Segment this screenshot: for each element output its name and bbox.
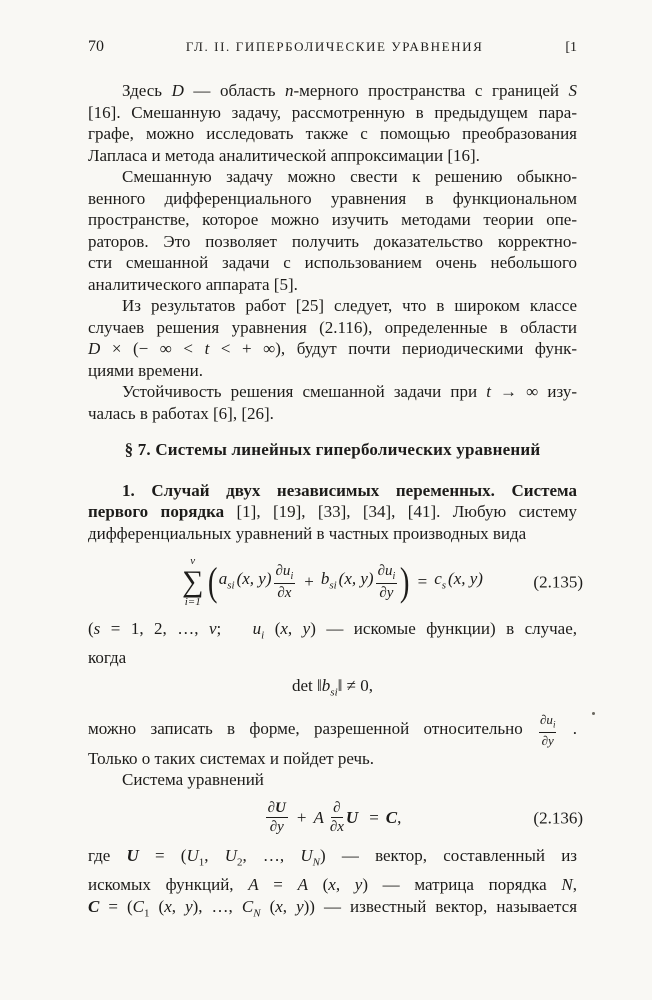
var-U: U bbox=[275, 799, 286, 816]
text-segment: n bbox=[285, 81, 294, 100]
fraction-d-dx bbox=[330, 800, 344, 837]
text-segment: Устойчивость решения смешанной задачи при bbox=[122, 382, 487, 401]
equation-det-condition bbox=[88, 675, 577, 704]
text-segment: ν bbox=[208, 619, 217, 638]
text-segment: циями времени. bbox=[88, 360, 203, 380]
running-chapter-title: ГЛ. II. ГИПЕРБОЛИЧЕСКИЕ УРАВНЕНИЯ bbox=[185, 39, 484, 54]
term-a bbox=[219, 568, 272, 597]
text-segment: 2 bbox=[236, 856, 243, 869]
text-segment: s bbox=[93, 619, 101, 638]
page-number: 70 bbox=[88, 38, 104, 55]
var-c: c bbox=[434, 568, 442, 588]
text-segment: y bbox=[354, 875, 363, 895]
text-segment: → ∞ изу- bbox=[490, 382, 577, 401]
text-segment: [16]. Смешанную задачу, рассмотренную в предыдущем пара- bbox=[88, 102, 577, 122]
header-edge-mark: [1 bbox=[565, 40, 577, 55]
text-segment: Здесь bbox=[122, 81, 172, 100]
var-b: b bbox=[321, 676, 331, 696]
text-segment: ∂y bbox=[541, 732, 554, 748]
text-line bbox=[88, 381, 577, 403]
paragraph bbox=[88, 618, 577, 668]
text-line bbox=[88, 501, 577, 523]
text-line bbox=[88, 295, 577, 317]
equation-2135-body bbox=[182, 556, 483, 608]
text-segment: i bbox=[552, 719, 556, 730]
paragraph bbox=[88, 713, 577, 769]
text-segment: C bbox=[88, 896, 100, 916]
fraction-denominator: ∂y bbox=[269, 819, 284, 836]
term-c bbox=[434, 568, 483, 597]
text-segment: ( bbox=[260, 896, 276, 916]
sub-si: si bbox=[330, 686, 338, 699]
equation-2136-body bbox=[264, 800, 402, 837]
text-line bbox=[88, 231, 577, 253]
text-line bbox=[88, 145, 577, 167]
text-segment: U bbox=[126, 846, 139, 866]
fraction-denominator: ∂x bbox=[277, 584, 292, 601]
right-norm-bars: ‖ bbox=[337, 676, 343, 696]
text-segment: , bbox=[204, 846, 225, 866]
text-segment: N bbox=[561, 875, 573, 895]
text-segment: можно записать в форме, разрешенной относительно bbox=[88, 719, 537, 739]
text-segment: = ( bbox=[138, 846, 187, 866]
text-segment: 1 bbox=[144, 907, 150, 919]
text-segment: x bbox=[328, 875, 336, 895]
text-segment: . bbox=[558, 719, 578, 739]
text-segment: S bbox=[568, 81, 578, 100]
text-line bbox=[88, 769, 577, 791]
partial-symbol: ∂ bbox=[267, 799, 276, 816]
sub-i: i bbox=[392, 570, 396, 582]
text-segment: -мерного пространства с границей bbox=[293, 81, 569, 100]
section-heading: § 7. Системы линейных гиперболических уравнений bbox=[124, 440, 541, 459]
text-segment: случаев решения уравнения (2.116), определенные в области bbox=[88, 317, 577, 337]
var-U: U bbox=[345, 808, 359, 828]
text-segment: D bbox=[88, 339, 101, 358]
scan-artifact-dot bbox=[592, 712, 595, 715]
text-segment: Смешанную задачу можно свести к решению обыкно- bbox=[122, 167, 577, 186]
text-line bbox=[88, 338, 577, 360]
fraction-du-dx bbox=[274, 563, 296, 602]
text-segment: 1. Случай двух независимых переменных. Система bbox=[122, 480, 577, 500]
paragraph bbox=[88, 769, 577, 791]
text-line bbox=[88, 618, 577, 647]
text-segment: U bbox=[300, 846, 313, 866]
fraction-numerator bbox=[266, 800, 288, 819]
text-segment: когда bbox=[88, 647, 127, 667]
text-segment: Из результатов работ [25] следует, что в широком классе bbox=[122, 296, 577, 315]
text-segment: x bbox=[280, 619, 288, 638]
text-segment: t bbox=[486, 382, 491, 401]
sum-upper-limit: ν bbox=[190, 555, 196, 567]
text-segment: 1 bbox=[198, 856, 205, 869]
text-line bbox=[88, 274, 577, 296]
text-segment: пространстве, которое можно изучить методами теории опе- bbox=[88, 210, 577, 229]
text-segment: первого порядка bbox=[88, 502, 225, 521]
text-segment: , bbox=[287, 619, 303, 638]
text-line bbox=[88, 480, 577, 502]
equation-2135 bbox=[88, 555, 583, 608]
text-segment: u bbox=[252, 619, 262, 638]
paragraph bbox=[88, 295, 577, 381]
paragraph bbox=[88, 480, 577, 545]
text-segment: искомых функций, bbox=[88, 875, 249, 895]
text-segment: графе, можно исследовать также с помощью преобразования bbox=[88, 124, 577, 143]
text-segment: , bbox=[572, 875, 577, 895]
equals-sign: = bbox=[369, 808, 379, 828]
text-segment: ) — искомые функции) в случае, bbox=[310, 619, 578, 638]
text-segment: A bbox=[297, 875, 308, 895]
text-segment: C bbox=[132, 896, 145, 916]
term-C bbox=[386, 807, 402, 829]
paragraph bbox=[88, 381, 577, 424]
sub-i: i bbox=[290, 570, 294, 582]
text-segment: y bbox=[296, 896, 304, 916]
text-segment: y bbox=[185, 896, 193, 916]
text-segment: Система уравнений bbox=[122, 770, 264, 790]
text-segment: , …, bbox=[242, 846, 301, 866]
fraction-du-dy bbox=[376, 563, 398, 602]
text-segment: N bbox=[312, 856, 321, 869]
text-segment: )) — известный вектор, называется bbox=[303, 896, 578, 916]
text-segment: ; bbox=[216, 619, 253, 638]
text-segment: N bbox=[253, 907, 261, 919]
var-b: b bbox=[320, 568, 330, 588]
left-norm-bars: ‖ bbox=[317, 676, 322, 696]
text-segment: ) — матрица порядка bbox=[362, 875, 562, 895]
equation-number: (2.135) bbox=[533, 572, 583, 592]
text-segment: [1], [19], [33], [34], [41]. Любую систему bbox=[224, 502, 577, 521]
sub-si: si bbox=[329, 578, 337, 591]
text-segment: U bbox=[224, 846, 237, 866]
text-segment: где bbox=[88, 846, 127, 866]
paragraph bbox=[88, 845, 577, 924]
text-segment: x bbox=[164, 896, 172, 916]
args-xy: (x, y) bbox=[448, 568, 483, 588]
text-line bbox=[88, 713, 577, 747]
text-line bbox=[88, 166, 577, 188]
text-line bbox=[88, 874, 577, 896]
neq-zero: ≠ 0, bbox=[342, 676, 374, 696]
text-segment: = bbox=[258, 875, 298, 895]
page-content bbox=[88, 80, 583, 925]
text-segment: x bbox=[275, 896, 283, 916]
text-line bbox=[88, 102, 577, 124]
sum-lower-limit: i=1 bbox=[184, 596, 201, 608]
text-segment: сти смешанной задачи с использованием очень небольшого bbox=[88, 253, 577, 272]
text-segment: A bbox=[248, 875, 259, 895]
args-xy: (x, y) bbox=[338, 568, 374, 588]
text-line bbox=[88, 748, 577, 770]
fraction-denominator: ∂y bbox=[379, 584, 394, 601]
text-line bbox=[88, 123, 577, 145]
text-segment: U bbox=[186, 846, 199, 866]
text-line bbox=[88, 317, 577, 339]
term-b bbox=[321, 568, 374, 597]
plus-operator: + bbox=[296, 808, 307, 828]
text-segment: , bbox=[171, 896, 186, 916]
paragraph bbox=[88, 166, 577, 295]
text-line bbox=[88, 209, 577, 231]
var-a: a bbox=[218, 568, 228, 588]
text-segment: D bbox=[171, 81, 184, 100]
text-segment: = 1, 2, …, bbox=[100, 619, 209, 638]
text-segment: ∂u bbox=[540, 712, 553, 728]
text-segment: i bbox=[261, 629, 265, 642]
text-line bbox=[88, 845, 577, 874]
equation-number: (2.136) bbox=[533, 808, 583, 828]
text-segment: Лапласа и метода аналитической аппроксимации [16]. bbox=[88, 145, 480, 165]
partial-u: ∂u bbox=[275, 562, 291, 579]
text-line bbox=[88, 647, 577, 669]
text-segment: венного дифференциального уравнения в функциональном bbox=[88, 188, 577, 208]
text-line bbox=[88, 360, 577, 382]
sum-sigma: ∑ bbox=[182, 565, 204, 598]
text-line bbox=[88, 80, 577, 102]
text-segment: ( bbox=[88, 619, 94, 638]
big-left-paren: ( bbox=[208, 559, 218, 604]
text-segment: < + ∞), будут почти периодическими функ- bbox=[209, 339, 577, 358]
text-segment: аналитического аппарата [5]. bbox=[88, 274, 298, 294]
text-segment: × (− ∞ < bbox=[100, 339, 205, 358]
text-segment: ( bbox=[307, 875, 329, 895]
var-A: A bbox=[313, 808, 324, 828]
text-segment: ) — вектор, составленный из bbox=[320, 846, 578, 866]
text-line bbox=[88, 252, 577, 274]
text-line bbox=[88, 403, 577, 425]
fraction-dU-dy bbox=[266, 800, 288, 837]
text-segment: ( bbox=[149, 896, 165, 916]
page-header bbox=[88, 38, 577, 56]
equals-sign: = bbox=[417, 572, 428, 592]
text-segment: ), …, bbox=[192, 896, 242, 916]
summation-operator bbox=[182, 556, 203, 608]
fraction-denominator: ∂x bbox=[329, 819, 344, 836]
text-line bbox=[88, 896, 577, 925]
text-segment: y bbox=[302, 619, 311, 638]
paragraph bbox=[88, 80, 577, 166]
plus-operator: + bbox=[304, 572, 314, 592]
equation-2136 bbox=[88, 799, 583, 837]
partial-u: ∂u bbox=[377, 562, 393, 579]
fraction-numerator bbox=[376, 563, 398, 584]
fraction-numerator: ∂ bbox=[331, 800, 342, 819]
text-segment: Только о таких системах и пойдет речь. bbox=[88, 748, 374, 768]
det-operator: det bbox=[291, 676, 318, 696]
text-segment: = ( bbox=[99, 896, 133, 916]
text-segment: , bbox=[335, 875, 355, 895]
fraction-numerator bbox=[274, 563, 296, 584]
args-xy: (x, y) bbox=[236, 568, 272, 588]
sub-s: s bbox=[441, 578, 447, 591]
big-right-paren: ) bbox=[400, 559, 410, 604]
text-segment: C bbox=[241, 896, 254, 916]
text-segment: чалась в работах [6], [26]. bbox=[88, 403, 274, 423]
comma: , bbox=[397, 808, 402, 828]
text-segment: ( bbox=[264, 619, 281, 638]
var-C: C bbox=[385, 808, 398, 828]
text-segment: дифференциальных уравнений в частных производных вида bbox=[88, 523, 527, 543]
text-segment: раторов. Это позволяет получить доказательство корректно- bbox=[88, 231, 577, 251]
text-segment: t bbox=[204, 339, 210, 358]
sub-si: si bbox=[227, 578, 235, 591]
text-segment: , bbox=[282, 896, 297, 916]
text-line bbox=[88, 523, 577, 545]
inline-fraction bbox=[539, 713, 556, 747]
text-line bbox=[88, 188, 577, 210]
text-segment: — область bbox=[183, 81, 286, 100]
